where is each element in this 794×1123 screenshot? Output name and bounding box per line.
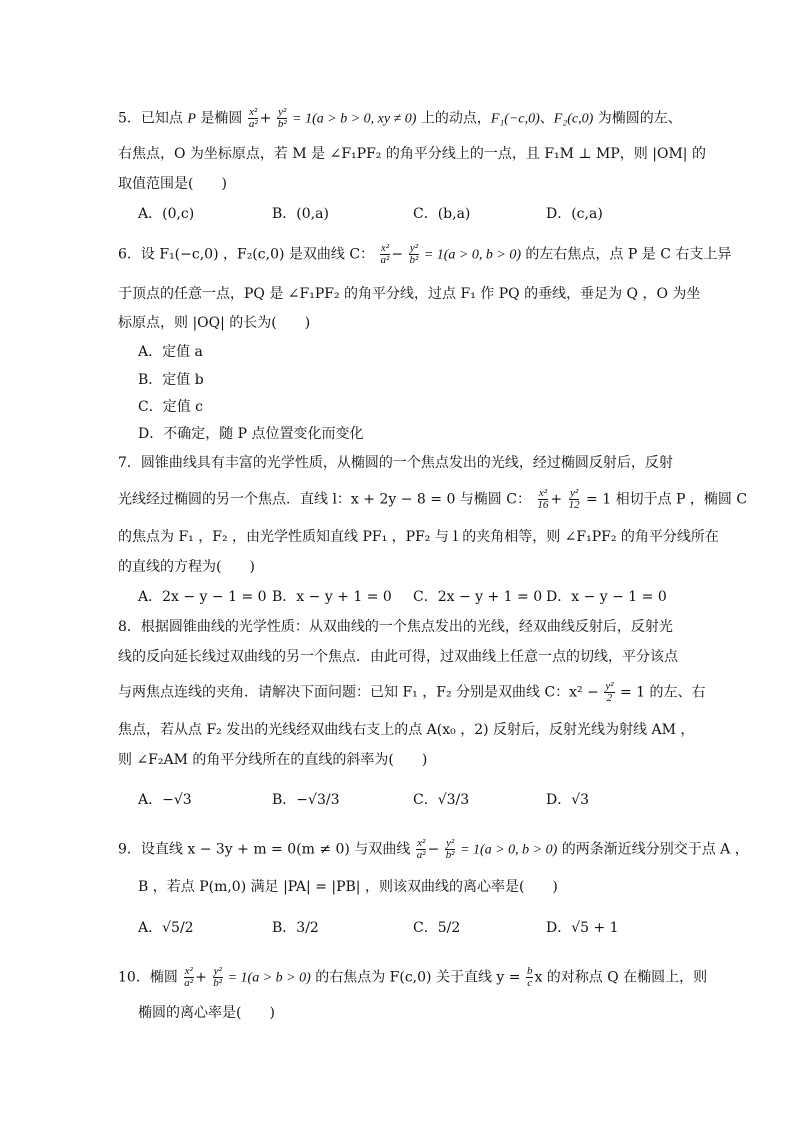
fraction: $\frac{\text{y²}}{2}$ xyxy=(605,680,614,704)
q6-line-2: 于顶点的任意一点，PQ 是 ∠F₁PF₂ 的角平分线，过点 F₁ 作 PQ 的垂线，垂足为 Q ，O 为坐 xyxy=(118,286,701,302)
q6-line-1: 6．设 F₁(−c,0) ，F₂(c,0) 是双曲线 C： $\frac{\text{x²}}{\text{a²}}$ − $\frac{\text{y²}}{\text{b²}}$ = 1(a > 0, b > 0) 的左右焦点，点 P 是 C 右支上异 xyxy=(118,242,732,266)
q7-line-2: 光线经过椭圆的另一个焦点．直线 l：x + 2y − 8 = 0 与椭圆 C： $\frac{\text{x²}}{16}$ + $\frac{\text{y²}}{12}$ = 1 相切于点 P ，椭圆 C xyxy=(118,487,748,511)
q6-option-a: A．定值 a xyxy=(138,344,203,360)
q8-option-d: D．√3 xyxy=(546,792,590,808)
q5-line-2: 右焦点，O 为坐标原点，若 M 是 ∠F₁PF₂ 的角平分线上的一点，且 F₁M ⊥ MP，则 |OM| 的 xyxy=(118,146,706,162)
q8-line-4: 焦点，若从点 F₂ 发出的光线经双曲线右支上的点 A(x₀ ，2) 反射后，反射光线为射线 AM ， xyxy=(118,722,695,738)
fraction: $\frac{\text{y²}}{\text{b²}}$ xyxy=(409,242,419,266)
q5-option-b: B．(0,a) xyxy=(272,206,329,222)
q10-line-1: 10．椭圆 $\frac{\text{x²}}{\text{a²}}$ + $\frac{\text{y²}}{\text{b²}}$ = 1(a > b > 0) 的右焦点为 F(c,0) 关于直线 y = $\frac{b}{c}$ x 的对称点 Q 在椭圆上，则 xyxy=(118,965,708,989)
q5-option-a: A．(0,c) xyxy=(138,206,195,222)
q5-line-3: 取值范围是( ) xyxy=(118,176,227,192)
q5-option-c: C．(b,a) xyxy=(413,206,471,222)
fraction: $\frac{\text{x²}}{\text{a²}}$ xyxy=(416,837,426,861)
fraction: $\frac{\text{y²}}{12}$ xyxy=(568,487,580,511)
q8-option-a: A．−√3 xyxy=(138,792,192,808)
q9-option-b: B．3/2 xyxy=(272,920,319,936)
q8-line-2: 线的反向延长线过双曲线的另一个焦点．由此可得，过双曲线上任意一点的切线，平分该点 xyxy=(118,649,678,665)
q7-option-a: A．2x − y − 1 = 0 xyxy=(138,589,267,605)
fraction: $\frac{\text{x²}}{\text{a²}}$ xyxy=(184,965,194,989)
q9-line-1: 9．设直线 x − 3y + m = 0(m ≠ 0) 与双曲线 $\frac{\text{x²}}{\text{a²}}$ − $\frac{\text{y²}}{\text{b²}}$ = 1(a > 0, b > 0) 的两条渐近线分别交于点 A ， xyxy=(118,837,749,861)
q6-line-3: 标原点，则 |OQ| 的长为( ) xyxy=(118,315,311,331)
q9-option-a: A．√5/2 xyxy=(138,920,194,936)
fraction: $\frac{\text{x²}}{16}$ xyxy=(537,487,549,511)
fraction: $\frac{\text{y²}}{\text{b²}}$ xyxy=(445,837,455,861)
q6-option-b: B．定值 b xyxy=(138,372,204,388)
q10-line-2: 椭圆的离心率是( ) xyxy=(138,1005,275,1021)
q8-option-c: C．√3/3 xyxy=(413,792,470,808)
q7-line-3: 的焦点为 F₁ ，F₂ ，由光学性质知直线 PF₁ ，PF₂ 与 l 的夹角相等，则 ∠F₁PF₂ 的角平分线所在 xyxy=(118,529,719,545)
fraction: $\frac{\text{y²}}{\text{b²}}$ xyxy=(277,106,287,130)
q9-option-c: C．5/2 xyxy=(413,920,461,936)
q5-option-d: D．(c,a) xyxy=(546,206,603,222)
q7-option-c: C．2x − y + 1 = 0 xyxy=(413,589,543,605)
q9-option-d: D．√5 + 1 xyxy=(546,920,619,936)
fraction: $\frac{\text{x²}}{\text{a²}}$ xyxy=(248,106,258,130)
q6-option-d: D．不确定，随 P 点位置变化而变化 xyxy=(138,426,364,442)
q5-line-1: 5．已知点 P 是椭圆 $\frac{\text{x²}}{\text{a²}}$ + $\frac{\text{y²}}{\text{b²}}$ = 1(a > b > 0, xy ≠ 0) 上的动点，F₁(−c,0)、F₂(c,0) 为椭圆的左、 xyxy=(118,106,682,130)
q7-line-4: 的直线的方程为( ) xyxy=(118,559,255,575)
q8-line-1: 8．根据圆锥曲线的光学性质：从双曲线的一个焦点发出的光线，经双曲线反射后，反射光 xyxy=(118,619,673,635)
q7-option-d: D．x − y − 1 = 0 xyxy=(546,589,667,605)
q7-option-b: B．x − y + 1 = 0 xyxy=(272,589,392,605)
fraction: $\frac{b}{c}$ xyxy=(526,965,533,989)
q8-line-3: 与两焦点连线的夹角．请解决下面问题：已知 F₁ ，F₂ 分别是双曲线 C：x² − $\frac{\text{y²}}{2}$ = 1 的左、右 xyxy=(118,680,706,704)
q7-line-1: 7．圆锥曲线具有丰富的光学性质，从椭圆的一个焦点发出的光线，经过椭圆反射后，反射 xyxy=(118,455,673,471)
fraction: $\frac{\text{x²}}{\text{a²}}$ xyxy=(380,242,390,266)
q9-line-2: B ，若点 P(m,0) 满足 |PA| = |PB| ，则该双曲线的离心率是( ) xyxy=(138,879,558,895)
q6-option-c: C．定值 c xyxy=(138,399,204,415)
q8-line-5: 则 ∠F₂AM 的角平分线所在的直线的斜率为( ) xyxy=(118,752,428,768)
q8-option-b: B．−√3/3 xyxy=(272,792,340,808)
fraction: $\frac{\text{y²}}{\text{b²}}$ xyxy=(213,965,223,989)
